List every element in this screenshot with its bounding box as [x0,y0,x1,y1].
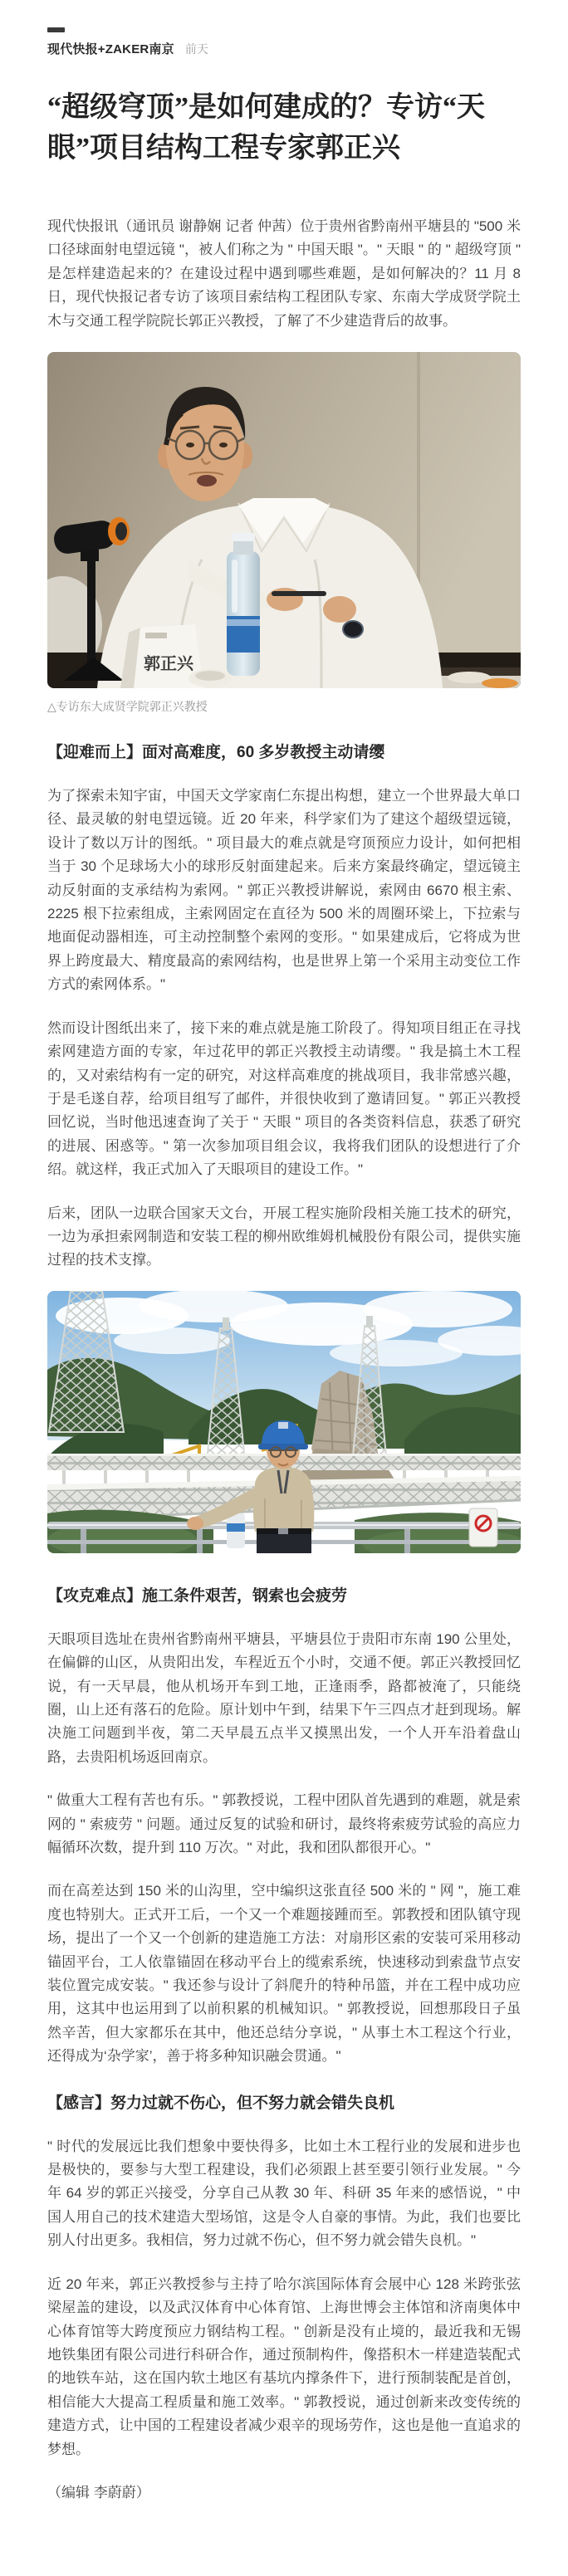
hand [187,1517,203,1530]
article-paragraph-5: 天眼项目选址在贵州省黔南州平塘县，平塘县位于贵阳市东南 190 公里处，在偏僻的山区，从贵阳出发，车程近五个小时，交通不便。郭正兴教授回忆说，有一天早晨，他从机场开车到工地，正逢雨季，路都被淹了，只能绕圈，山上还有落石的危险。原计划中午到，结果下午三四点才赶到现场。解决施工问题到半夜，第二天早晨五点半又摸黑出发，一个人开车沿着盘山路，去贵阳机场返回南京。 [47,1630,521,1765]
article-paragraph-9: 近 20 年来，郭正兴教授参与主持了哈尔滨国际体育会展中心 128 米跨张弦梁屋盖的建设，以及武汉体育中心体育馆、上海世博会主体馆和济南奥体中心体育馆等大跨度预应力钢结构工程。" 创新是没有止境的，最近我和无锡地铁集团有限公司进行科研合作，通过预制构件，像搭积木一样建造装配式的地铁车站，这在国内软土地区有基坑内撑条件下，进行预制装配是首创，相信能大大提高工程质量和施工效率。" 郭教授说，通过创新来改变传统的建造方式，让中国的工程建设者减少艰辛的现场劳作，这也是他一直追求的梦想。 [47,2275,521,2457]
water-bottle [227,533,260,676]
publish-time: 前天 [184,42,208,56]
editor-credit: （编辑 李蔚蔚） [47,2484,150,2500]
article-paragraph-3: 然而设计图纸出来了，接下来的难点就是施工阶段了。得知项目组正在寻找索网建造方面的专家，年过花甲的郭正兴教授主动请缨。" 我是搞土木工程的，又对索结构有一定的研究，对这样高难度的挑战项目，我非常感兴趣，于是毛遂自荐，给项目组写了邮件，并很快收到了邀请回复。" 郭正兴教授回忆说，当时他迅速查询了关于 " 天眼 " 项目的各类资料信息，获悉了研究的进展、困惑等。" 第一次参加项目组会议，我将我们团队的设想进行了介绍。就这样，我正式加入了天眼项目的建设工作。" [47,1019,521,1178]
photo-site-figure[interactable] [47,1291,521,1553]
photo-conference-illustration [47,352,521,688]
article-paragraph-2: 为了探索未知宇宙，中国天文学家南仁东提出构想，建立一个世界最大单口径、最灵敏的射电望远镜。近 20 年来，科学家们为了建这个超级望远镜，设计了数以万计的图纸。" 项目最大的难点就是穹顶预应力设计，如何把相当于 30 个足球场大小的球形反射面建起来。后来方案最终确定，望远镜主动反射面的支承结构为索网。" 郭正兴教授讲解说，索网由 6670 根主索、2225 根下拉索组成，主索网固定在直径为 500 米的周圈环梁上，下拉索与地面促动器相连，可主动控制整个索网的变形。" 如果建成后，它将成为世界上跨度最大、精度最高的索网结构，也是世界上第一个采用主动变位工作方式的索网体系。" [47,788,521,993]
name-card-text: 郭正兴 [144,655,193,674]
article-paragraph-8: " 时代的发展远比我们想象中要快得多，比如土木工程行业的发展和进步也是极快的，要参与大型工程建设，我们必须跟上甚至要引领行业发展。" 今年 64 岁的郭正兴接受，分享自己从教 30 年、科研 35 年来的感悟说，" 中国人用自己的技术建造大型场馆，这是令人自豪的事情。为此，我们也要比别人付出更多。我相信，努力过就不伤心，但不努力就会错失良机。" [47,2138,521,2249]
pen [272,591,326,596]
photo-construction-site[interactable] [47,1291,521,1553]
photo-conference-figure[interactable] [47,352,521,715]
photo-conference-caption: △专访东大成贤学院郭正兴教授 [47,700,208,714]
publisher-logo-dash-icon [47,27,65,32]
article-paragraph-6: " 做重大工程有苦也有乐。" 郭教授说，工程中团队首先遇到的难题，就是索网的 " 索疲劳 " 问题。通过反复的试验和研讨，最终将索疲劳试验的高应力幅循环次数，提升到 110 万次。" 对此，我和团队都很开心。" [47,1792,521,1855]
photo-conference[interactable] [47,352,521,688]
wrist-watch [343,621,363,638]
article-paragraph-7: 而在高差达到 150 米的山沟里，空中编织这张直径 500 米的 " 网 "，施工难度也特别大。正式开工后，一个又一个难题接踵而至。郭教授和团队镇守现场，提出了一个又一个创新的建造施工方法：对扇形区索的安装可采用移动锚固平台，工人依靠锚固在移动平台上的缆索系统，快速移动到索盘节点安装位置完成安装。" 我还参与设计了斜爬升的特种吊篮，并在工程中成功应用，这其中也运用到了以前积累的机械知识。" 郭教授说，回想那段日子虽然辛苦，但大家都乐在其中，他还总结分享说，" 从事土木工程这个行业，还得成为‘杂学家’，善于将多种知识融会贯通。" [47,1883,521,2065]
publisher-row [47,40,521,57]
section-heading-1: 【迎难而上】面对高难度，60 多岁教授主动请缨 [47,744,385,762]
article-page [47,27,521,2515]
canister [227,1513,245,1548]
article-title: “超级穹顶”是如何建成的？专访“天眼”项目结构工程专家郭正兴 [47,92,485,164]
photo-site-illustration [47,1291,521,1553]
sign-board [469,1508,497,1547]
section-heading-2: 【攻克难点】施工条件艰苦，钢索也会疲劳 [47,1586,348,1605]
section-heading-3: 【感言】努力过就不伤心，但不努力就会错失良机 [47,2094,395,2112]
hand [323,596,356,623]
torso-shirt [253,1467,315,1532]
publisher-name[interactable]: 现代快报+ZAKER南京 [47,42,174,56]
article-paragraph-1: 现代快报讯（通讯员 谢静娴 记者 仲茜）位于贵州省黔南州平塘县的 "500 米口径球面射电望远镜 "，被人们称之为 " 中国天眼 "。" 天眼 " 的 " 超级穹顶 " 是怎样建造起来的？在建设过程中遇到哪些难题，是如何解决的？11 月 8 日，现代快报记者专访了该项目索结构工程团队专家、东南大学成贤学院土木与交通工程学院院长郭正兴教授，了解了不少建造背后的故事。 [47,218,521,329]
article-paragraph-4: 后来，团队一边联合国家天文台，开展工程实施阶段相关施工技术的研究，一边为承担索网制造和安装工程的柳州欧维姆机械股份有限公司，提供实施过程的技术支撑。 [47,1205,521,1268]
mouth [197,475,217,486]
